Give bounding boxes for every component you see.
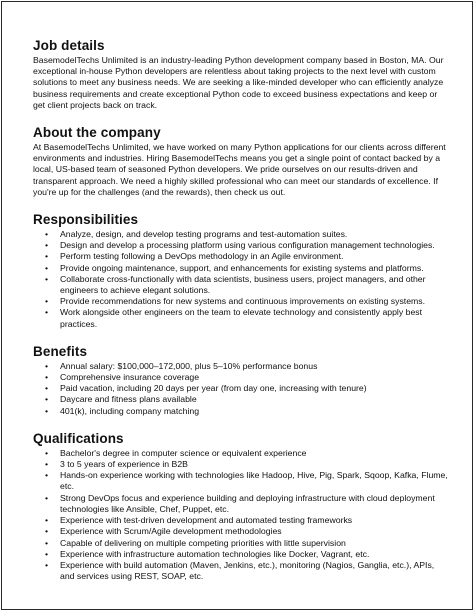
bullet-icon: • (45, 360, 49, 371)
section-heading: Qualifications (33, 430, 124, 446)
bullet-icon: • (45, 273, 49, 284)
bullet-icon: • (45, 296, 49, 307)
bullet-icon: • (45, 459, 49, 470)
bullet-icon: • (45, 548, 49, 559)
list-item: • 401(k), including company matching (45, 405, 200, 416)
bullet-icon: • (45, 372, 49, 383)
section-paragraph: BasemodelTechs Unlimited is an industry-leading Python development company based in Boston, MA. Our exceptional in-house Python developers are relentless about taking projects to the next level with custom solutions to meet any business needs. We are seeking a like-minded developer who can efficiently analyze business requirements and create exceptional Python code to exceed business expectations and keep or get client projects back on track. (33, 55, 444, 110)
section-benefits (33, 344, 450, 417)
bullet-icon: • (45, 537, 49, 548)
list-item: • Work alongside other engineers on the team to elevate technology and consistently apply best practices. (45, 307, 423, 329)
bullet-icon: • (45, 492, 49, 503)
list-item: • Annual salary: $100,000–172,000, plus 5–10% performance bonus (45, 360, 318, 371)
list-item: • Experience with infrastructure automation technologies like Docker, Vagrant, etc. (45, 548, 370, 559)
list-item: • Provide recommendations for new systems and continuous improvements on existing systems. (45, 296, 426, 307)
bullet-icon: • (45, 405, 49, 416)
list-item: • Daycare and fitness plans available (45, 394, 197, 405)
bullet-icon: • (45, 447, 49, 458)
list-item: • Analyze, design, and develop testing programs and test-automation suites. (45, 229, 348, 240)
section-heading: Benefits (33, 343, 88, 359)
list-item: • Design and develop a processing platform using various configuration management technologies. (45, 240, 435, 251)
bullet-list (33, 448, 450, 582)
bullet-icon: • (45, 515, 49, 526)
bullet-icon: • (45, 559, 49, 570)
section-heading: Job details (33, 38, 105, 53)
section-paragraph: At BasemodelTechs Unlimited, we have worked on many Python applications for our clients across different environments and industries. Hiring BasemodelTechs means you get a single point of contact backed by a local, US-based team of seasoned Python developers. We pride ourselves on our results-driven and transparent approach. We need a highly skilled professional who can meet our standards of excellence. If you're up for the challenges (and the rewards), then check us out. (33, 142, 446, 197)
list-item: • Experience with Scrum/Agile development methodologies (45, 526, 282, 537)
bullet-icon: • (45, 394, 49, 405)
section-job-details (33, 38, 450, 111)
list-item: • Comprehensive insurance coverage (45, 372, 200, 383)
bullet-icon: • (45, 240, 49, 251)
bullet-icon: • (45, 307, 49, 318)
list-item: • Experience with build automation (Maven, Jenkins, etc.), monitoring (Nagios, Ganglia, etc.), APIs, and services using REST, SOAP, etc. (45, 559, 435, 582)
bullet-list (33, 361, 450, 417)
list-item: • Provide ongoing maintenance, support, and enhancements for existing systems and platforms. (45, 262, 424, 273)
section-heading: About the company (33, 125, 161, 141)
list-item: • Collaborate cross-functionally with data scientists, business users, project managers, and other engineers to achieve elegant solutions. (45, 273, 426, 296)
list-item: • Experience with test-driven development and automated testing frameworks (45, 515, 353, 526)
list-item: • Capable of delivering on multiple competing priorities with little supervision (45, 537, 346, 548)
bullet-icon: • (45, 470, 49, 481)
job-description-page (1, 1, 473, 610)
bullet-icon: • (45, 229, 49, 240)
list-item: • Paid vacation, including 20 days per year (from day one, increasing with tenure) (45, 383, 367, 394)
section-qualifications (33, 431, 450, 582)
section-about-company (33, 125, 450, 198)
section-responsibilities (33, 212, 450, 330)
bullet-icon: • (45, 383, 49, 394)
list-item: • Perform testing following a DevOps methodology in an Agile environment. (45, 251, 344, 262)
section-heading: Responsibilities (33, 212, 139, 228)
list-item: • Strong DevOps focus and experience building and deploying infrastructure with cloud deployment technologies like Ansible, Chef, Puppet, etc. (45, 492, 435, 514)
bullet-icon: • (45, 526, 49, 537)
bullet-list (33, 229, 450, 330)
bullet-icon: • (45, 251, 49, 262)
list-item: • Hands-on experience working with technologies like Hadoop, Hive, Pig, Spark, Sqoop, Kafka, Flume, etc. (45, 470, 448, 492)
list-item: • Bachelor's degree in computer science or equivalent experience (45, 447, 307, 458)
list-item: • 3 to 5 years of experience in B2B (45, 459, 188, 470)
bullet-icon: • (45, 262, 49, 273)
